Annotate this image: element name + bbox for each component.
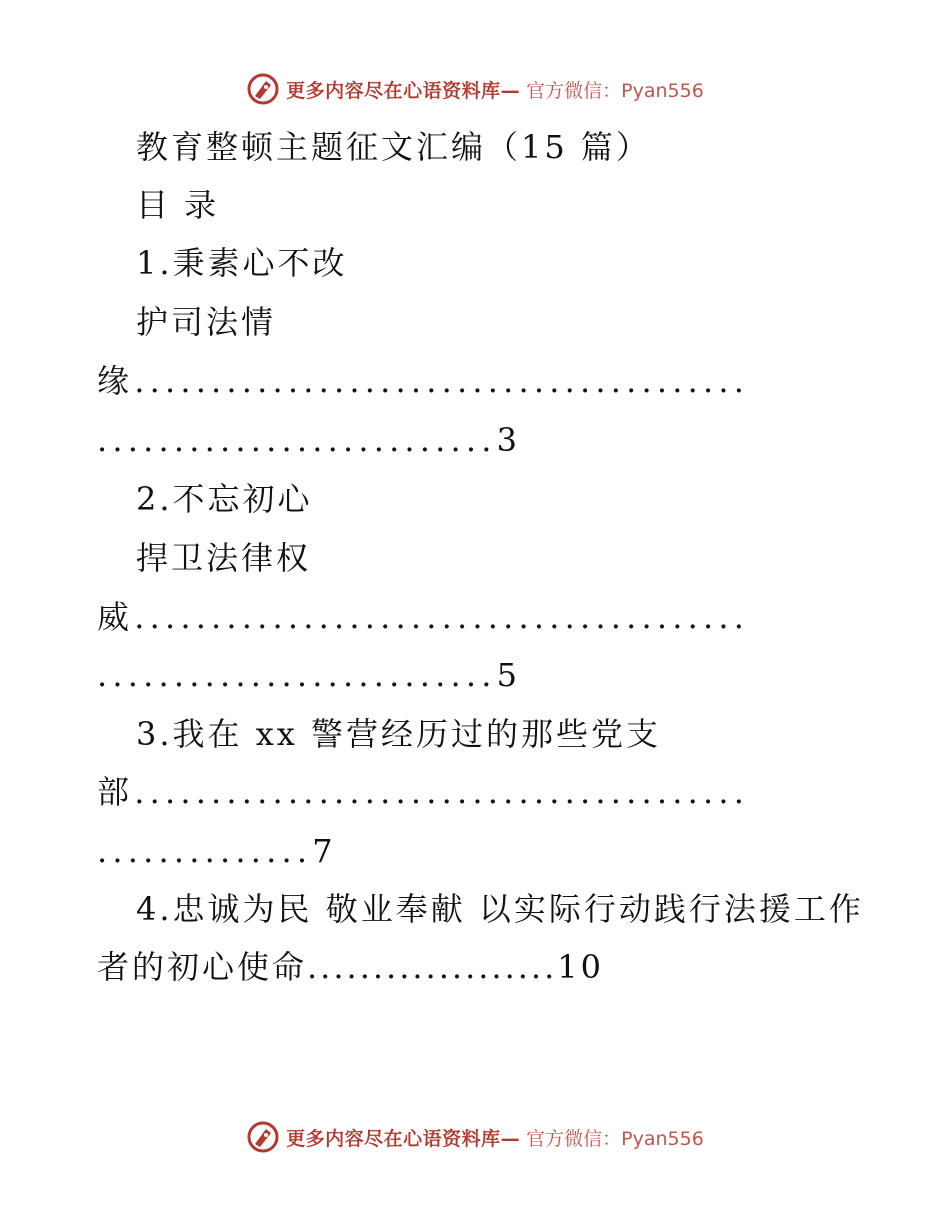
toc-entry-4-line2: 者的初心使命...................10 [97, 948, 604, 986]
toc-entry-1-line2: 护司法情 [136, 303, 277, 341]
pen-logo-icon [246, 72, 280, 106]
document-title: 教育整顿主题征文汇编（15 篇） [136, 128, 651, 166]
watermark-text: 更多内容尽在心语资料库— [286, 79, 521, 102]
toc-entry-4-line1: 4.忠诚为民 敬业奉献 以实际行动践行法援工作 [136, 890, 864, 928]
toc-entry-2-line1: 2.不忘初心 [136, 480, 313, 518]
toc-entry-3-line3: 部........................................ [97, 773, 750, 811]
toc-entry-2-line2: 捍卫法律权 [136, 539, 312, 577]
watermark-header [0, 72, 950, 106]
pen-logo-icon [246, 1120, 280, 1154]
toc-entry-2-line4: ..........................5 [97, 656, 523, 694]
toc-entry-1-line4: ..........................3 [97, 421, 523, 459]
toc-entry-1-line3: 缘........................................ [97, 362, 750, 400]
watermark-footer [0, 1120, 950, 1154]
toc-entry-3-line4: ..............7 [97, 832, 338, 870]
watermark-wechat: 官方微信：Pyan556 [526, 1127, 704, 1150]
watermark-wechat: 官方微信：Pyan556 [526, 79, 704, 102]
watermark-text: 更多内容尽在心语资料库— [286, 1127, 521, 1150]
toc-entry-2-line3: 威........................................ [97, 598, 750, 636]
toc-entry-1-line1: 1.秉素心不改 [136, 244, 348, 282]
toc-entry-3-line1: 3.我在 xx 警营经历过的那些党支 [136, 715, 661, 753]
toc-heading: 目 录 [136, 186, 220, 224]
